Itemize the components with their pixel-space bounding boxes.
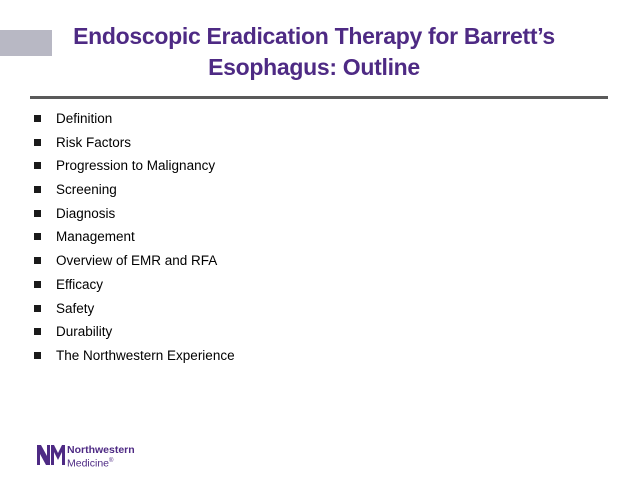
list-item-label: Safety xyxy=(56,300,95,316)
list-item-label: Definition xyxy=(56,111,113,126)
northwestern-medicine-logo xyxy=(37,444,157,468)
slide-title xyxy=(40,21,588,83)
slide-title-line-1: Endoscopic Eradication Therapy for Barrett’s xyxy=(73,23,555,49)
list-item-label: Efficacy xyxy=(56,276,104,292)
logo-wordmark-line-1: Northwestern xyxy=(67,444,135,456)
square-bullet-icon xyxy=(34,281,41,288)
list-item-label: Risk Factors xyxy=(56,134,132,150)
list-item-label: The Northwestern Experience xyxy=(56,347,235,363)
list-item-label: Progression to Malignancy xyxy=(56,158,216,174)
logo-wordmark-line-2 xyxy=(67,455,113,470)
square-bullet-icon xyxy=(34,257,41,264)
list-item-label: Diagnosis xyxy=(56,205,116,221)
square-bullet-icon xyxy=(34,305,41,312)
list-item-label: Overview of EMR and RFA xyxy=(56,253,218,269)
slide-title-line-2: Esophagus: Outline xyxy=(208,54,420,80)
square-bullet-icon xyxy=(34,139,41,146)
logo-wordmark-medicine: Medicine xyxy=(67,457,110,470)
square-bullet-icon xyxy=(34,352,41,359)
list-item-label: Screening xyxy=(56,182,117,198)
square-bullet-icon xyxy=(34,233,41,240)
list-item-label: Durability xyxy=(56,324,113,340)
square-bullet-icon xyxy=(34,210,41,217)
registered-mark: ® xyxy=(109,458,114,464)
square-bullet-icon xyxy=(34,186,41,193)
nm-monogram-icon xyxy=(37,444,65,466)
title-divider xyxy=(30,96,608,99)
list-item-label: Management xyxy=(56,229,135,245)
square-bullet-icon xyxy=(34,162,41,169)
square-bullet-icon xyxy=(34,115,41,122)
square-bullet-icon xyxy=(34,328,41,335)
